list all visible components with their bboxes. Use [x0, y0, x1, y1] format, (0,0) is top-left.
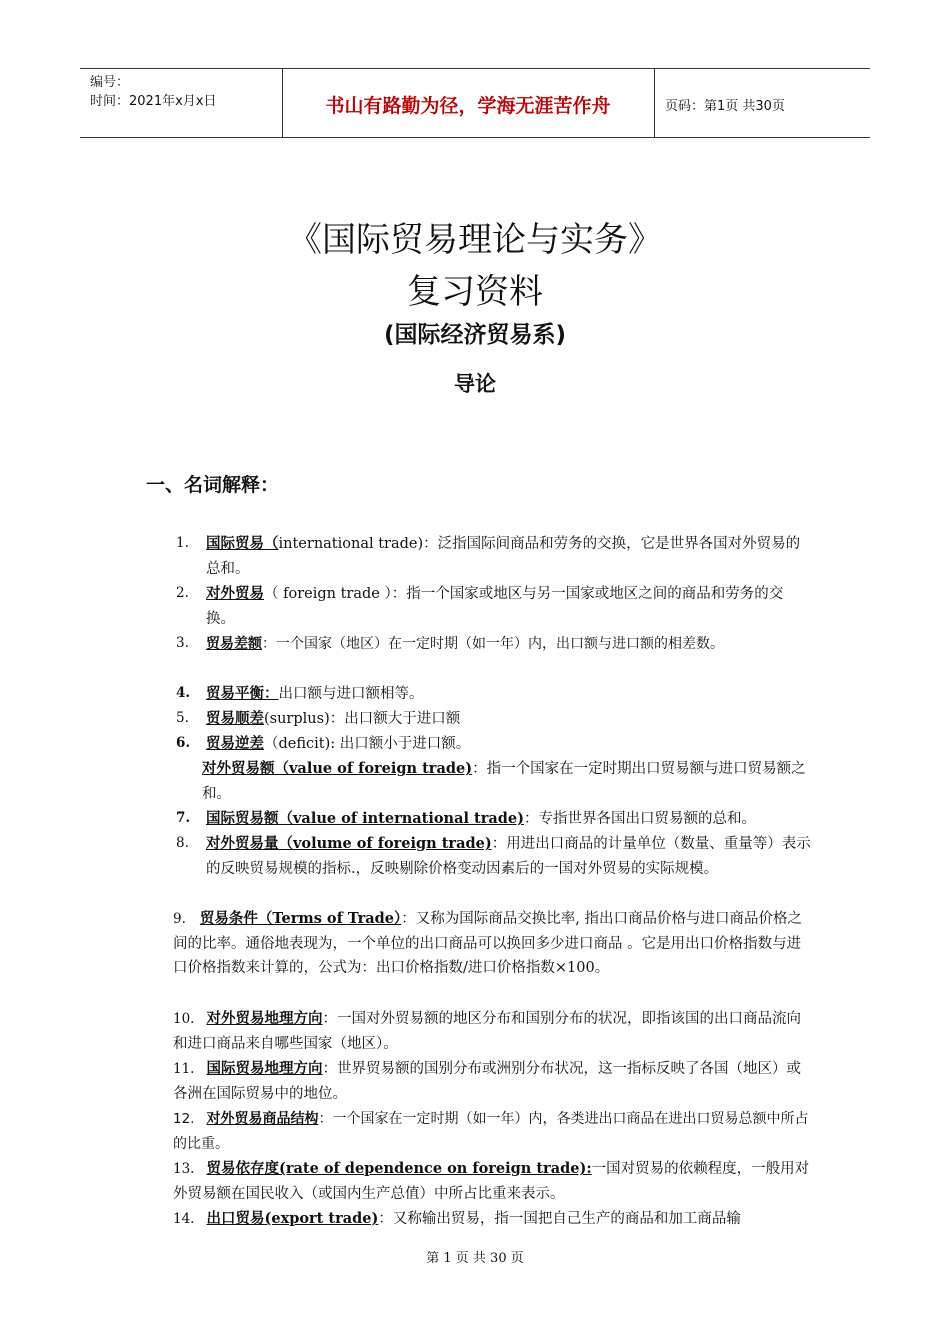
item-text: (surplus)：出口额大于进口额 [264, 711, 461, 727]
time-label: 时间：2021年x月x日 [90, 94, 217, 109]
section-heading: 一、名词解释： [146, 474, 280, 496]
item-term: 对外贸易 [206, 586, 264, 602]
item-number: 4. [176, 685, 191, 701]
item-text: ：一国对外贸易额的地区分布和国别分布的状况，即指该国的出口商品流向和进口商品来自哪些国家（地区）。 [173, 1011, 801, 1052]
code-label: 编号： [90, 75, 130, 90]
item-number: 10. [173, 1011, 195, 1027]
item-term: 贸易平衡： [206, 686, 279, 702]
doc-subtitle: (国际经济贸易系) [383, 322, 567, 348]
item-number: 2. [176, 585, 189, 601]
list-item [206, 582, 811, 631]
item-term: 国际贸易地理方向 [206, 1061, 323, 1077]
item-number: 13. [173, 1161, 195, 1177]
item-text: ：指一个国家在一定时期出口贸易额与进口贸易额之和。 [202, 761, 806, 802]
item-number: 8. [176, 835, 189, 851]
header-divider [654, 69, 655, 137]
item-text: （ foreign trade ）：指一个国家或地区与另一国家或地区之间的商品和劳务的交换。 [206, 586, 784, 627]
item-term: 贸易差额 [206, 636, 262, 652]
item-text: international trade)：泛指国际间商品和劳务的交换，它是世界各国对外贸易的总和。 [206, 536, 801, 577]
list-item [173, 1157, 813, 1206]
list-item [206, 832, 811, 881]
list-item [206, 732, 811, 757]
item-number: 12. [173, 1111, 195, 1127]
header-meta [90, 73, 216, 111]
item-number: 7. [176, 810, 191, 826]
list-item [206, 532, 811, 581]
item-term: 国际贸易额（value of international trade) [206, 810, 524, 827]
item-term: 出口贸易(export trade) [206, 1210, 379, 1227]
chapter-title: 导论 [454, 372, 496, 396]
item-text: ：一个国家在一定时期（如一年）内，各类进出口商品在进出口贸易总额中所占的比重。 [173, 1111, 809, 1152]
item-text: ：又称输出贸易，指一国把自己生产的商品和加工商品输 [378, 1211, 741, 1227]
item-number: 3. [176, 635, 189, 651]
doc-title-line1: 《国际贸易理论与实务》 [288, 220, 662, 260]
list-item [173, 1007, 813, 1056]
header-motto: 书山有路勤为径，学海无涯苦作舟 [325, 95, 611, 117]
list-item [206, 807, 811, 832]
doc-title-line2: 复习资料 [407, 272, 543, 312]
item-text: ：用进出口商品的计量单位（数量、重量等）表示的反映贸易规模的指标.，反映剔除价格变动因素后的一国对外贸易的实际规模。 [206, 836, 811, 877]
list-item [202, 757, 811, 806]
header-page-info: 页码：第1页 共30页 [665, 99, 785, 114]
list-item [206, 707, 811, 732]
item-number: 6. [176, 735, 191, 751]
item-term: 贸易依存度(rate of dependence on foreign trade): [206, 1160, 592, 1177]
page-header [80, 68, 870, 138]
item-term: 对外贸易地理方向 [206, 1011, 323, 1027]
item-term: 国际贸易（ [206, 536, 279, 552]
item-term: 贸易条件（Terms of Trade） [199, 910, 402, 927]
item-term: 贸易顺差 [206, 711, 264, 727]
item-text: ：又称为国际商品交换比率, 指出口商品价格与进口商品价格之间的比率。通俗地表现为，一个单位的出口商品可以换回多少进口商品 。它是用出口价格指数与进口价格指数来计算的，公式为：出口价格指数/进口价格指数×100。 [173, 911, 802, 976]
list-item [206, 632, 811, 657]
item-text: （deficit): 出口额小于进口额。 [264, 736, 471, 752]
item-term: 对外贸易量（volume of foreign trade) [206, 835, 492, 852]
item-text: 一国对贸易的依赖程度，一般用对外贸易额在国民收入（或国内生产总值）中所占比重来表示。 [173, 1161, 810, 1202]
list-item [173, 1207, 813, 1232]
item-text: ：世界贸易额的国别分布或洲别分布状况，这一指标反映了各国（地区）或各洲在国际贸易中的地位。 [173, 1061, 801, 1102]
item-text: 出口额与进口额相等。 [278, 686, 424, 702]
item-text: ：专指世界各国出口贸易额的总和。 [523, 811, 756, 827]
item-number: 9. [173, 911, 186, 927]
item-text: ：一个国家（地区）在一定时期（如一年）内，出口额与进口额的相差数。 [262, 636, 724, 652]
item-number: 1. [176, 535, 189, 551]
item-number: 5. [176, 710, 189, 726]
list-item [173, 1107, 813, 1156]
page-footer: 第 1 页 共 30 页 [426, 1251, 524, 1266]
list-item [173, 907, 813, 981]
list-item [173, 1057, 813, 1106]
item-term: 贸易逆差 [206, 736, 264, 752]
item-term: 对外贸易商品结构 [206, 1111, 319, 1127]
item-number: 11. [173, 1061, 195, 1077]
item-term: 对外贸易额（value of foreign trade) [202, 760, 473, 777]
list-item [206, 682, 811, 707]
item-number: 14. [173, 1211, 195, 1227]
